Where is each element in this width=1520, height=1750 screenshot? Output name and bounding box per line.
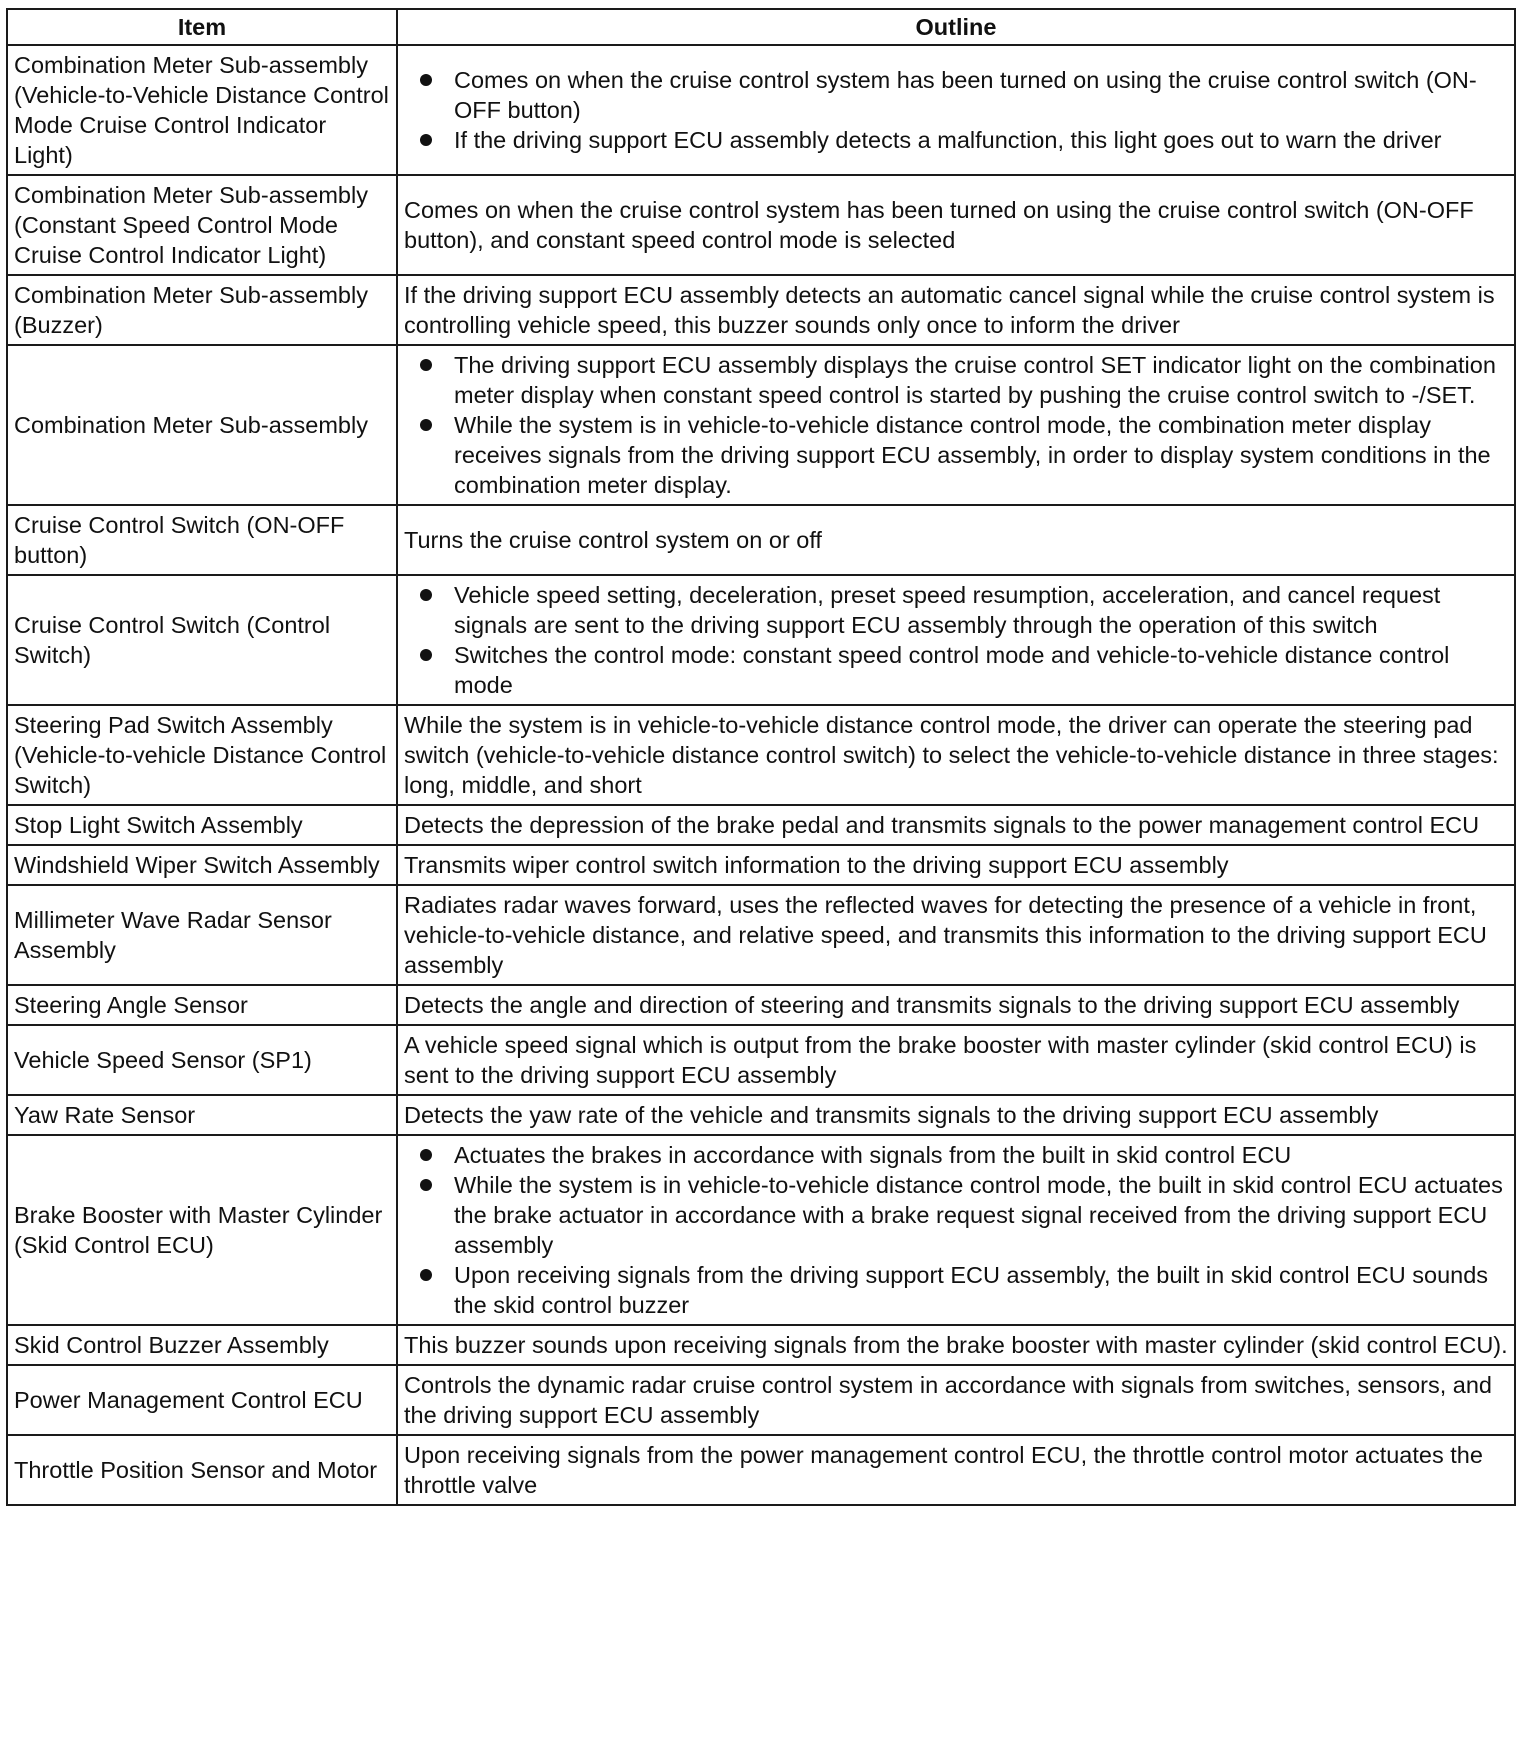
header-item: Item	[7, 9, 397, 45]
item-cell: Steering Angle Sensor	[7, 985, 397, 1025]
item-cell: Yaw Rate Sensor	[7, 1095, 397, 1135]
bullet-text: The driving support ECU assembly displays the cruise control SET indicator light on the combination meter display when constant speed control is started by pushing the cruise control switch to -/SET.	[454, 352, 1496, 408]
outline-cell	[397, 175, 1515, 275]
outline-cell	[397, 805, 1515, 845]
table-body	[7, 45, 1515, 1505]
item-cell: Skid Control Buzzer Assembly	[7, 1325, 397, 1365]
bullet-item	[454, 580, 1508, 640]
bullet-item	[454, 125, 1508, 155]
outline-cell	[397, 45, 1515, 175]
bullet-text: Vehicle speed setting, deceleration, preset speed resumption, acceleration, and cancel request signals are sent to the driving support ECU assembly through the operation of this switch	[454, 582, 1441, 638]
outline-cell	[397, 575, 1515, 705]
outline-cell	[397, 845, 1515, 885]
outline-cell	[397, 1435, 1515, 1505]
table-row	[7, 175, 1515, 275]
outline-cell	[397, 1325, 1515, 1365]
outline-text: Detects the angle and direction of steering and transmits signals to the driving support ECU assembly	[404, 992, 1460, 1018]
table-row	[7, 505, 1515, 575]
bullet-item	[454, 1140, 1508, 1170]
item-cell: Throttle Position Sensor and Motor	[7, 1435, 397, 1505]
table-row	[7, 985, 1515, 1025]
bullet-dot-icon	[420, 1149, 432, 1161]
outline-cell	[397, 345, 1515, 505]
outline-text: While the system is in vehicle-to-vehicle distance control mode, the driver can operate the steering pad switch (vehicle-to-vehicle distance control switch) to select the vehicle-to-vehicle distance in three stages: long, middle, and short	[404, 712, 1499, 798]
item-cell: Combination Meter Sub-assembly (Vehicle-to-Vehicle Distance Control Mode Cruise Control Indicator Light)	[7, 45, 397, 175]
bullet-dot-icon	[420, 649, 432, 661]
item-cell: Combination Meter Sub-assembly	[7, 345, 397, 505]
bullet-dot-icon	[420, 1269, 432, 1281]
bullet-text: While the system is in vehicle-to-vehicle distance control mode, the combination meter display receives signals from the driving support ECU assembly, in order to display system conditions in the combination meter display.	[454, 412, 1491, 498]
header-outline: Outline	[397, 9, 1515, 45]
table-row	[7, 1025, 1515, 1095]
bullet-text: Upon receiving signals from the driving support ECU assembly, the built in skid control ECU sounds the skid control buzzer	[454, 1262, 1489, 1318]
outline-cell	[397, 1025, 1515, 1095]
outline-cell	[397, 1135, 1515, 1325]
table-row	[7, 1365, 1515, 1435]
table-row	[7, 275, 1515, 345]
bullet-dot-icon	[420, 359, 432, 371]
outline-cell	[397, 705, 1515, 805]
bullet-dot-icon	[420, 589, 432, 601]
bullet-list	[404, 350, 1508, 500]
bullet-dot-icon	[420, 1179, 432, 1191]
outline-text: This buzzer sounds upon receiving signals from the brake booster with master cylinder (skid control ECU).	[404, 1332, 1508, 1358]
table-row	[7, 1435, 1515, 1505]
item-cell: Millimeter Wave Radar Sensor Assembly	[7, 885, 397, 985]
item-cell: Brake Booster with Master Cylinder (Skid Control ECU)	[7, 1135, 397, 1325]
item-cell: Combination Meter Sub-assembly (Constant Speed Control Mode Cruise Control Indicator Light)	[7, 175, 397, 275]
bullet-item	[454, 350, 1508, 410]
item-cell: Cruise Control Switch (Control Switch)	[7, 575, 397, 705]
item-cell: Steering Pad Switch Assembly (Vehicle-to-vehicle Distance Control Switch)	[7, 705, 397, 805]
bullet-text: While the system is in vehicle-to-vehicle distance control mode, the built in skid control ECU actuates the brake actuator in accordance with a brake request signal received from the driving support ECU assembly	[454, 1172, 1503, 1258]
outline-cell	[397, 1365, 1515, 1435]
table-row	[7, 845, 1515, 885]
component-outline-table	[6, 8, 1516, 1506]
outline-text: Detects the yaw rate of the vehicle and transmits signals to the driving support ECU assembly	[404, 1102, 1379, 1128]
item-cell: Power Management Control ECU	[7, 1365, 397, 1435]
outline-text: Detects the depression of the brake pedal and transmits signals to the power management control ECU	[404, 812, 1480, 838]
outline-cell	[397, 1095, 1515, 1135]
bullet-list	[404, 65, 1508, 155]
item-cell: Cruise Control Switch (ON-OFF button)	[7, 505, 397, 575]
table-row	[7, 575, 1515, 705]
outline-text: If the driving support ECU assembly detects an automatic cancel signal while the cruise control system is controlling vehicle speed, this buzzer sounds only once to inform the driver	[404, 282, 1495, 338]
bullet-item	[454, 1170, 1508, 1260]
table-row	[7, 885, 1515, 985]
bullet-list	[404, 580, 1508, 700]
table-row	[7, 345, 1515, 505]
item-cell: Vehicle Speed Sensor (SP1)	[7, 1025, 397, 1095]
outline-text: Transmits wiper control switch information to the driving support ECU assembly	[404, 852, 1229, 878]
table-row	[7, 805, 1515, 845]
outline-text: A vehicle speed signal which is output from the brake booster with master cylinder (skid control ECU) is sent to the driving support ECU assembly	[404, 1032, 1477, 1088]
bullet-text: Switches the control mode: constant speed control mode and vehicle-to-vehicle distance control mode	[454, 642, 1450, 698]
table-row	[7, 1095, 1515, 1135]
bullet-item	[454, 410, 1508, 500]
outline-text: Controls the dynamic radar cruise control system in accordance with signals from switches, sensors, and the driving support ECU assembly	[404, 1372, 1492, 1428]
bullet-text: If the driving support ECU assembly detects a malfunction, this light goes out to warn the driver	[454, 127, 1442, 153]
bullet-item	[454, 1260, 1508, 1320]
bullet-dot-icon	[420, 74, 432, 86]
item-cell: Windshield Wiper Switch Assembly	[7, 845, 397, 885]
header-row	[7, 9, 1515, 45]
outline-cell	[397, 885, 1515, 985]
outline-cell	[397, 505, 1515, 575]
bullet-list	[404, 1140, 1508, 1320]
table-row	[7, 45, 1515, 175]
outline-cell	[397, 985, 1515, 1025]
bullet-text: Comes on when the cruise control system has been turned on using the cruise control switch (ON-OFF button)	[454, 67, 1477, 123]
table-row	[7, 1135, 1515, 1325]
outline-text: Comes on when the cruise control system has been turned on using the cruise control switch (ON-OFF button), and constant speed control mode is selected	[404, 197, 1474, 253]
bullet-dot-icon	[420, 134, 432, 146]
outline-text: Upon receiving signals from the power management control ECU, the throttle control motor actuates the throttle valve	[404, 1442, 1483, 1498]
outline-cell	[397, 275, 1515, 345]
bullet-dot-icon	[420, 419, 432, 431]
outline-text: Radiates radar waves forward, uses the reflected waves for detecting the presence of a vehicle in front, vehicle-to-vehicle distance, and relative speed, and transmits this information to the driving support ECU assembly	[404, 892, 1487, 978]
table-row	[7, 1325, 1515, 1365]
outline-text: Turns the cruise control system on or off	[404, 527, 822, 553]
bullet-item	[454, 65, 1508, 125]
bullet-item	[454, 640, 1508, 700]
table-header	[7, 9, 1515, 45]
item-cell: Stop Light Switch Assembly	[7, 805, 397, 845]
table-row	[7, 705, 1515, 805]
bullet-text: Actuates the brakes in accordance with signals from the built in skid control ECU	[454, 1142, 1292, 1168]
item-cell: Combination Meter Sub-assembly (Buzzer)	[7, 275, 397, 345]
